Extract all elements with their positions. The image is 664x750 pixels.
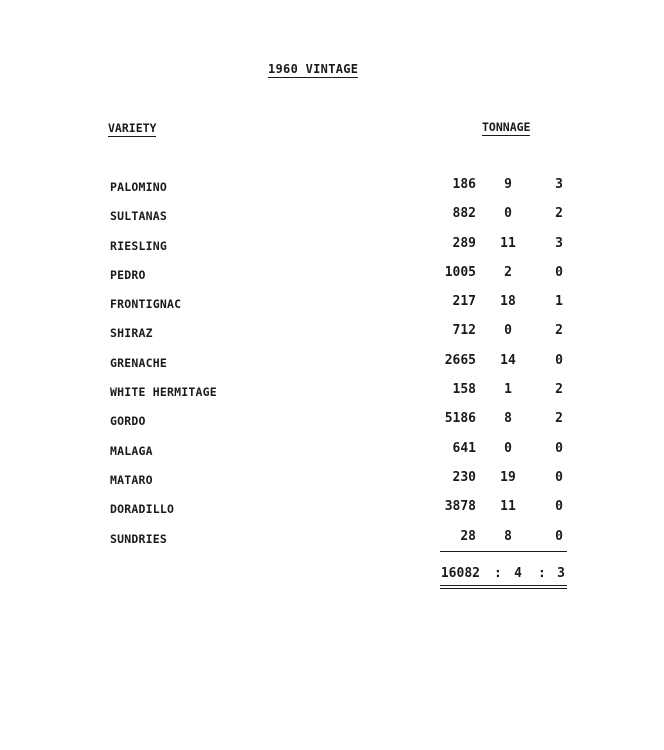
cwt-value: 1 (504, 382, 512, 398)
variety-name: GRENACHE (110, 355, 167, 370)
variety-name: PALOMINO (110, 180, 167, 194)
qtr-value: 0 (555, 528, 563, 544)
cwt-value: 14 (500, 352, 516, 368)
variety-name: MATARO (110, 472, 153, 487)
cwt-value: 0 (504, 440, 512, 456)
tons-value: 3878 (444, 499, 476, 515)
cwt-value: 0 (504, 206, 512, 222)
variety-name: PEDRO (110, 267, 146, 282)
qtr-value: 3 (555, 177, 563, 192)
total-separator: : (538, 566, 546, 581)
tons-value: 230 (452, 469, 476, 485)
table-row (0, 469, 664, 498)
total-row (440, 566, 567, 584)
tonnage-table (0, 176, 664, 557)
table-row (0, 381, 664, 410)
cwt-value: 11 (500, 499, 516, 515)
cwt-value: 9 (504, 177, 512, 192)
variety-name: GORDO (110, 414, 146, 429)
tons-value: 5186 (444, 411, 476, 427)
table-row (0, 293, 664, 322)
tons-value: 28 (460, 528, 476, 544)
cwt-value: 2 (504, 264, 512, 280)
variety-name: MALAGA (110, 443, 153, 458)
variety-name: FRONTIGNAC (110, 297, 182, 312)
total-tons: 16082 (440, 566, 480, 581)
cwt-value: 11 (500, 235, 516, 251)
variety-header: VARIETY (108, 121, 157, 135)
table-row (0, 322, 664, 351)
tons-value: 186 (452, 177, 476, 192)
total-rule-top (440, 551, 567, 552)
tons-value: 158 (452, 382, 476, 398)
tonnage-header: TONNAGE (482, 120, 531, 134)
tons-value: 2665 (444, 352, 476, 368)
total-cwt: 4 (514, 566, 522, 581)
variety-name: SUNDRIES (110, 531, 167, 546)
variety-name: SULTANAS (110, 209, 167, 224)
table-row (0, 235, 664, 264)
table-row (0, 205, 664, 234)
table-row (0, 264, 664, 293)
qtr-value: 2 (555, 323, 563, 339)
cwt-value: 8 (504, 528, 512, 544)
qtr-value: 2 (555, 206, 563, 222)
tons-value: 882 (452, 206, 476, 222)
qtr-value: 1 (555, 294, 563, 310)
qtr-value: 0 (555, 440, 563, 456)
qtr-value: 3 (555, 235, 563, 251)
table-row (0, 176, 664, 205)
qtr-value: 0 (555, 352, 563, 368)
qtr-value: 0 (555, 499, 563, 515)
page-title: 1960 VINTAGE (268, 62, 359, 76)
total-double-rule (440, 585, 567, 589)
cwt-value: 18 (500, 294, 516, 310)
variety-name: SHIRAZ (110, 326, 153, 341)
qtr-value: 2 (555, 411, 563, 427)
total-qtr: 3 (557, 566, 565, 581)
tons-value: 712 (452, 323, 476, 339)
table-row (0, 498, 664, 527)
cwt-value: 19 (500, 469, 516, 485)
cwt-value: 8 (504, 411, 512, 427)
table-row (0, 410, 664, 439)
table-row (0, 528, 664, 557)
table-row (0, 440, 664, 469)
qtr-value: 2 (555, 382, 563, 398)
tons-value: 641 (452, 440, 476, 456)
tons-value: 289 (452, 235, 476, 251)
variety-name: DORADILLO (110, 502, 175, 517)
qtr-value: 0 (555, 469, 563, 485)
cwt-value: 0 (504, 323, 512, 339)
tons-value: 1005 (444, 264, 476, 280)
tons-value: 217 (452, 294, 476, 310)
variety-name: WHITE HERMITAGE (110, 385, 217, 400)
table-row (0, 352, 664, 381)
qtr-value: 0 (555, 264, 563, 280)
variety-name: RIESLING (110, 238, 167, 253)
total-separator: : (494, 566, 502, 581)
